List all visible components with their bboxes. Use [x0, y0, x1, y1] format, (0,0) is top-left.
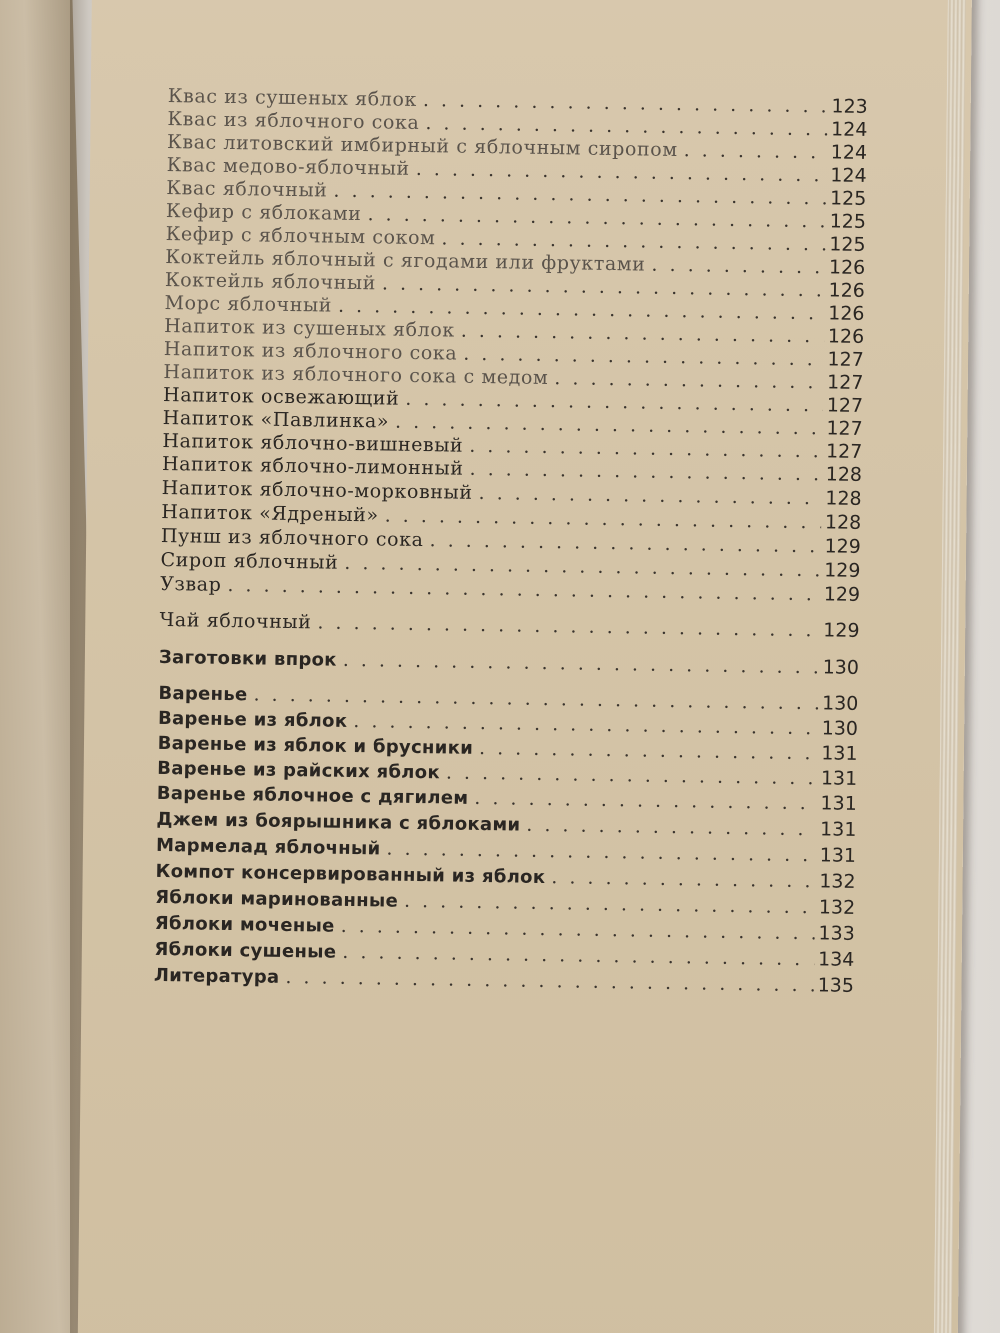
toc-entry-page: 131 [819, 818, 857, 841]
toc-entry-title: Квас из яблочного сока [167, 107, 420, 134]
toc-entry-title: Напиток яблочно-лимонный [161, 452, 464, 480]
toc-entry-title: Сироп яблочный [160, 548, 339, 574]
toc-entry-title: Напиток яблочно-морковный [161, 476, 473, 504]
toc-entry-title: Напиток освежающий [162, 383, 400, 410]
toc-entry-page: 129 [823, 619, 860, 642]
toc-entry-page: 128 [825, 463, 863, 486]
toc-entry-title: Морс яблочный [164, 291, 333, 317]
toc-entry-title: Яблоки маринованные [155, 886, 399, 912]
toc-entry-page: 124 [830, 141, 868, 164]
toc-entry-page: 127 [826, 417, 863, 440]
toc-entry-title: Напиток из яблочного сока [163, 337, 458, 365]
toc-entry-title: Компот консервированный из яблок [155, 860, 546, 889]
toc-entry-title: Квас литовский имбирный с яблочным сиропом [166, 130, 678, 162]
toc-entry-page: 124 [830, 118, 868, 141]
toc-entry-page: 126 [828, 256, 866, 279]
toc-entry-page: 132 [818, 896, 856, 919]
toc-entry-page: 126 [828, 279, 866, 302]
toc-entry-page: 126 [827, 325, 865, 348]
toc-entry-page: 131 [819, 844, 857, 867]
toc-entry-page: 130 [821, 692, 859, 715]
toc-entry-title: Напиток из сушеных яблок [164, 314, 455, 342]
toc-entry-title: Варенье из яблок [157, 707, 348, 732]
toc-entry-title: Яблоки моченые [154, 912, 335, 937]
toc-entry-page: 130 [821, 717, 859, 740]
toc-entry-page: 125 [829, 233, 866, 256]
toc-entry-title: Напиток из яблочного сока с медом [163, 360, 549, 390]
toc-entry-page: 131 [820, 792, 857, 815]
toc-entry-title: Напиток яблочно-вишневый [162, 429, 464, 457]
toc-entry-title: Заготовки впрок [158, 646, 337, 671]
toc-entry-title: Квас из сушеных яблок [167, 85, 418, 111]
toc-entry-page: 129 [824, 559, 861, 582]
toc-entry-page: 125 [829, 187, 867, 210]
toc-entry-title: Напиток «Ядреный» [161, 500, 379, 527]
toc-entry-title: Пунш из яблочного сока [160, 524, 424, 552]
toc-entry-page: 123 [831, 95, 868, 118]
toc-entry-page: 127 [826, 371, 864, 394]
toc-entry-title: Кефир с яблочным соком [165, 222, 436, 250]
toc-entry-title: Напиток «Павлинка» [162, 406, 390, 433]
toc-entry-title: Кефир с яблоками [165, 199, 362, 226]
toc-entry-title: Узвар [159, 572, 222, 596]
toc-entry-title: Варенье из райских яблок [157, 757, 441, 784]
toc-entry-title: Варенье [158, 682, 248, 706]
toc-entry-page: 128 [825, 487, 862, 510]
toc-entry-title: Яблоки сушеные [154, 938, 337, 963]
toc-entry-page: 130 [822, 656, 860, 679]
toc-entry-title: Варенье яблочное с дягилем [156, 782, 469, 809]
toc-entry-title: Литература [153, 964, 280, 988]
toc-entry-title: Варенье из яблок и брусники [157, 732, 474, 759]
toc-entry-page: 128 [824, 511, 862, 534]
toc-entry-title: Квас медово-яблочный [166, 153, 410, 180]
toc-entry-page: 134 [817, 948, 855, 971]
toc-entry-page: 126 [828, 302, 865, 325]
toc-entry-page: 131 [821, 742, 858, 765]
toc-entry-title: Мармелад яблочный [155, 834, 381, 860]
toc-entry-page: 129 [824, 535, 862, 558]
toc-entry-title: Коктейль яблочный с ягодами или фруктами [165, 245, 646, 276]
toc-entry-title: Джем из боярышника с яблоками [156, 808, 521, 836]
toc-entry-title: Чай яблочный [159, 608, 312, 634]
toc-entry-page: 127 [827, 348, 864, 371]
toc-entry-page: 127 [826, 394, 864, 417]
toc-entry-page: 135 [817, 974, 855, 997]
toc-entry-page: 124 [830, 164, 867, 187]
toc-entry-title: Коктейль яблочный [164, 268, 377, 295]
toc-entry-page: 129 [823, 583, 861, 606]
toc-entry-page: 132 [819, 870, 856, 893]
toc-entry-title: Квас яблочный [166, 176, 328, 202]
toc-entry-page: 127 [825, 440, 863, 463]
toc-entry-page: 131 [820, 767, 858, 790]
toc-entry-page: 133 [818, 922, 855, 945]
toc-entry-page: 125 [829, 210, 867, 233]
